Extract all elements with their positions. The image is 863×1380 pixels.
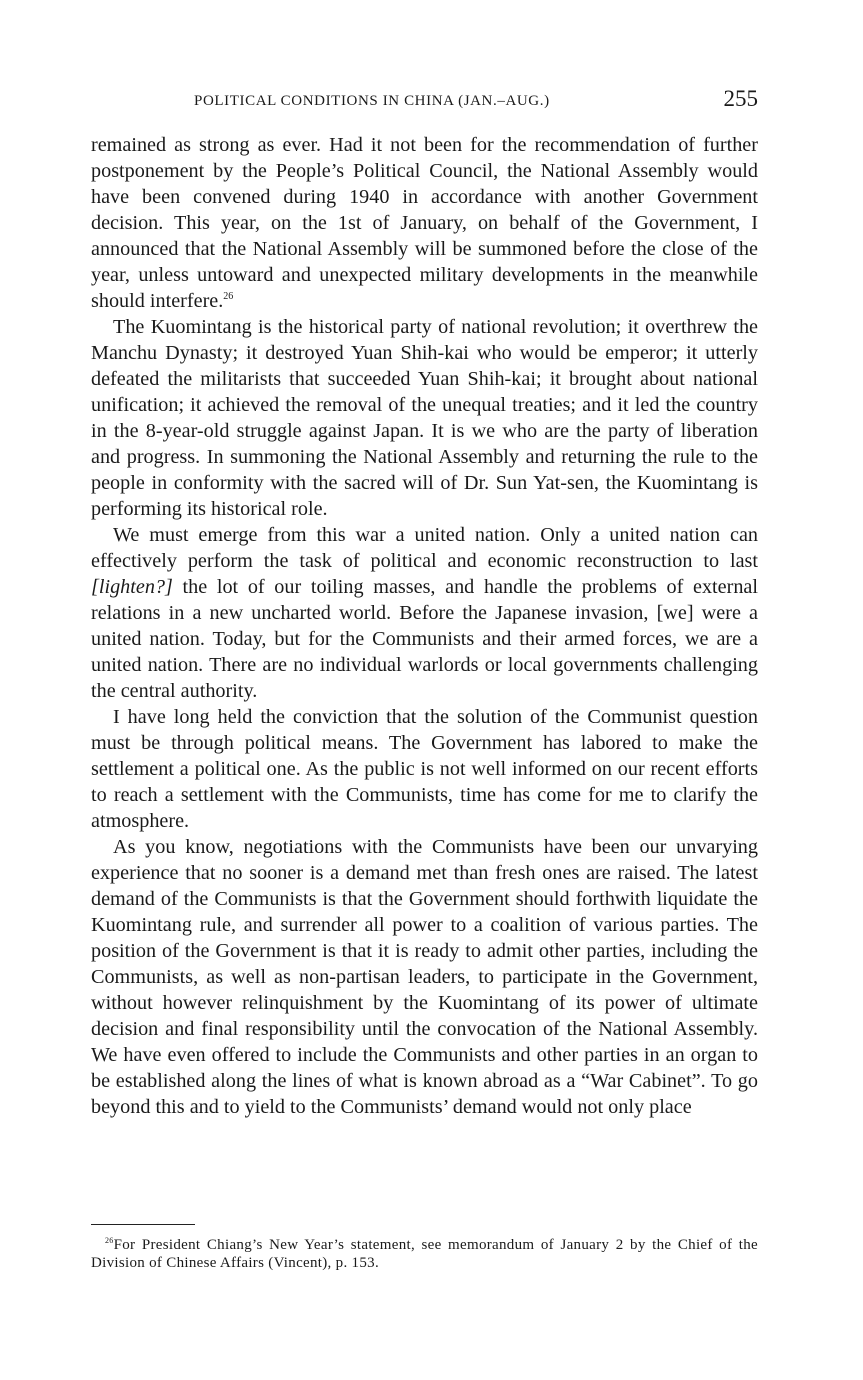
page-header bbox=[91, 86, 758, 116]
body-text bbox=[91, 132, 758, 1120]
footnote-text: For President Chiang’s New Year’s statement, see memorandum of January 2 by the Chief of the Division of Chinese Affairs (Vincent), p. 153. bbox=[91, 1237, 758, 1271]
paragraph-5: As you know, negotiations with the Communists have been our unvarying experience that no sooner is a demand met than fresh ones are raised. The latest demand of the Communists is that the Government should forthwith liquidate the Kuomintang rule, and surrender all power to a coalition of various parties. The position of the Government is that it is ready to admit other parties, including the Communists, as well as non-partisan leaders, to participate in the Government, without however relinquishment by the Kuomintang of its power of ultimate decision and final responsibility until the convocation of the National Assembly. We have even offered to include the Communists and other parties in an organ to be established along the lines of what is known abroad as a “War Cabinet”. To go beyond this and to yield to the Communists’ demand would not only place bbox=[91, 836, 758, 1118]
paragraph-3-text-before: We must emerge from this war a united nation. Only a united nation can effectively perform the task of political and economic reconstruction to last bbox=[91, 524, 758, 572]
paragraph-3 bbox=[91, 522, 758, 704]
footnote bbox=[91, 1236, 758, 1272]
page-number: 255 bbox=[723, 86, 758, 111]
footnote-reference[interactable]: 26 bbox=[223, 291, 234, 302]
paragraph-2: The Kuomintang is the historical party of national revolution; it overthrew the Manchu Dynasty; it destroyed Yuan Shih-kai who would be emperor; it utterly defeated the militarists that succeeded Yuan Shih-kai; it brought about national unification; it achieved the removal of the unequal treaties; and it led the country in the 8-year-old struggle against Japan. It is we who are the party of liberation and progress. In summoning the National Assembly and returning the rule to the people in conformity with the sacred will of Dr. Sun Yat-sen, the Kuomintang is performing its historical role. bbox=[91, 316, 758, 520]
paragraph-1 bbox=[91, 132, 758, 314]
running-head: POLITICAL CONDITIONS IN CHINA (JAN.–AUG.) bbox=[194, 93, 550, 109]
paragraph-3-text-after: the lot of our toiling masses, and handle the problems of external relations in a new uncharted world. Before the Japanese invasion, [we] were a united nation. Today, but for the Communists and their armed forces, we are a united nation. There are no individual warlords or local governments challenging the central authority. bbox=[91, 576, 758, 702]
editorial-insert: [lighten?] bbox=[91, 576, 173, 598]
paragraph-1-text: remained as strong as ever. Had it not been for the recommendation of further postponement by the People’s Political Council, the National Assembly would have been convened during 1940 in accordance with another Government decision. This year, on the 1st of January, on behalf of the Government, I announced that the National Assembly will be summoned before the close of the year, unless untoward and unexpected military developments in the meanwhile should interfere. bbox=[91, 134, 758, 312]
paragraph-4: I have long held the conviction that the solution of the Communist question must be through political means. The Government has labored to make the settlement a political one. As the public is not well informed on our recent efforts to reach a settlement with the Communists, time has come for me to clarify the atmosphere. bbox=[91, 706, 758, 832]
footnote-divider bbox=[91, 1224, 195, 1225]
footnote-number: 26 bbox=[105, 1236, 114, 1245]
